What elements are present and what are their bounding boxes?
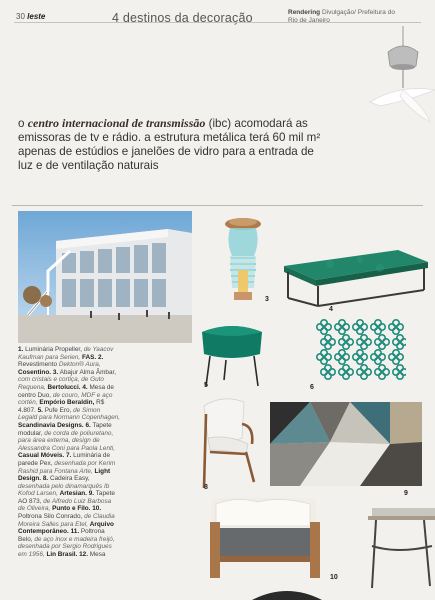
header-rule	[14, 22, 421, 23]
magazine-name: leste	[27, 12, 46, 21]
rug-tile	[393, 365, 406, 379]
propeller-lamp-image	[330, 26, 435, 126]
rug-tile	[371, 350, 385, 364]
rug-tile	[317, 320, 331, 334]
credit-label: Rendering	[288, 9, 321, 16]
rug-tile	[317, 350, 331, 364]
rug-tile	[353, 320, 367, 334]
rug-tile	[353, 350, 367, 364]
duo-coffee-table-image	[280, 240, 430, 310]
section-divider	[12, 205, 423, 206]
caption-10: 10. Poltrona Silo Conrado, de Claudia Moreira Salles para Etel, Arquivo Contemporâneo.	[18, 505, 115, 536]
rug-tile	[389, 320, 403, 334]
intro-paragraph	[18, 116, 330, 173]
credit-text: Divulgação/ Prefeitura do Rio de Janeiro	[288, 9, 395, 24]
product-number-9: 9	[404, 490, 408, 497]
intro-body: (ibc) acomodará as emissoras de tv e rádio. a estrutura metálica terá 60 mil m² apenas de estúdios e janelões de vidro para a entrada de luz e de ventilação naturais	[18, 117, 321, 172]
product-number-3: 3	[265, 296, 269, 303]
caption-12: 12. Mesa	[79, 551, 106, 559]
table-lamp-base-image	[252, 582, 322, 600]
rug-tile	[357, 335, 371, 349]
caption-9: 9. Tapete AO 873, de Alfredo Luiz Barbosa de Oliveira, Punto e Filo.	[18, 490, 115, 513]
section-title: 4 destinos da decoração	[112, 11, 253, 25]
rug-tile	[339, 365, 353, 379]
caption-6: 6. Tapete modular, de corda de poliuretano, para área externa, design de Alessandra Coni para Paola Lenti, Casual Móveis.	[18, 421, 115, 460]
rug-tile	[371, 320, 385, 334]
ao-873-rug-image	[270, 402, 422, 486]
ibc-building-rendering	[18, 211, 192, 343]
caption-8: 8. Cadeira Easy, desenhada pelo dinamarquês Ib Kofod Larsen, Artesian.	[18, 475, 110, 498]
page-number	[16, 12, 45, 21]
rug-tile	[375, 335, 389, 349]
rug-tile	[393, 335, 406, 349]
rug-tile	[321, 335, 335, 349]
caption-4: 4. Mesa de centro Duo, de couro, MDF e aço cortén, Empório Beraldin, R$ 4.807.	[18, 383, 114, 414]
belo-chair-image	[366, 502, 435, 592]
easy-chair-image	[196, 394, 266, 494]
modular-rug-image	[314, 318, 406, 384]
rug-tile	[335, 320, 349, 334]
rug-tile	[389, 350, 403, 364]
product-number-10: 10	[330, 574, 338, 581]
alma-table-lamp-image	[214, 212, 272, 308]
caption-11: 11. Poltrona Belo, de aço inox e madeira freijó, desenhada por Sergio Rodrigues em 1956, Lin Brasil.	[18, 528, 115, 559]
product-number-4: 4	[329, 306, 333, 313]
product-number-8: 8	[204, 484, 208, 491]
caption-7: 7. Luminária de parede Pex, desenhada por Kerim Rashid para Fontana Arte, Light Design.	[18, 452, 116, 483]
page-number-value: 30	[16, 12, 25, 21]
caption-2: 2. Revestimento Dekton® Aura, Cosentino.	[18, 353, 104, 376]
caption-5: 5. Pufe Ero, de Simon Legald para Normann Copenhagen, Scandinavia Designs.	[18, 406, 120, 429]
rug-tile	[357, 365, 371, 379]
intro-prefix: o	[18, 117, 25, 130]
caption-1: 1. Luminária Propeller, de Yaacov Kaufman para Serien, FAS.	[18, 346, 114, 361]
product-captions	[18, 346, 120, 559]
rug-tile	[321, 365, 335, 379]
ero-pouf-image	[196, 318, 268, 390]
rug-tile	[339, 335, 353, 349]
rug-tile	[375, 365, 389, 379]
intro-lead: centro internacional de transmissão	[27, 116, 206, 130]
product-number-5: 5	[204, 382, 208, 389]
rug-tile	[335, 350, 349, 364]
silo-armchair-image	[206, 490, 324, 586]
product-number-6: 6	[310, 384, 314, 391]
caption-3: 3. Abajur Alma Âmbar, com cristais e cortiça, de Guto Requena, Bertolucci.	[18, 368, 117, 391]
